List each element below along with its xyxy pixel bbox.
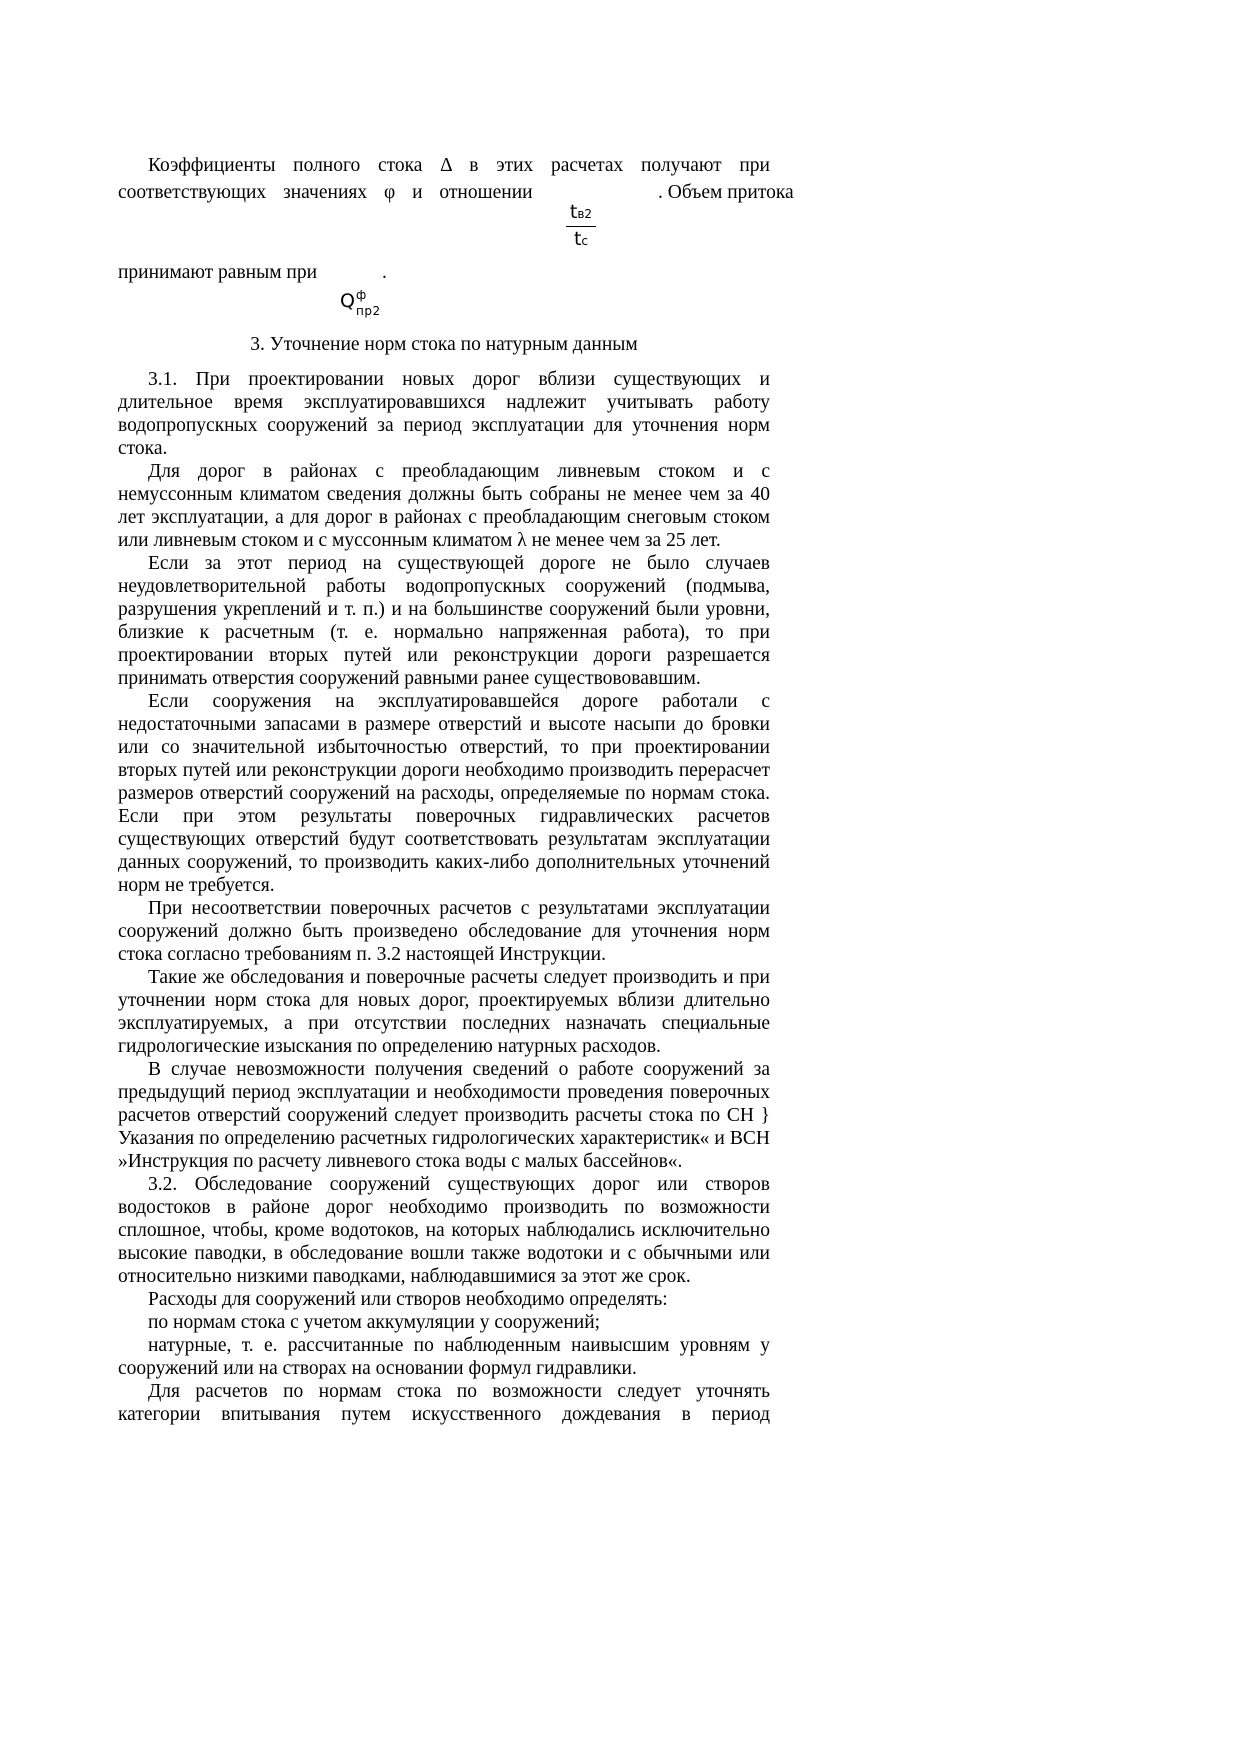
intro-line-1: Коэффициенты полного стока Δ в этих расчетах получают при	[148, 155, 770, 176]
paragraph-2: Для дорог в районах с преобладающим ливневым стоком и с немуссонным климатом сведения должны быть собраны не менее чем за 40 лет эксплуатации, а для дорог в районах с преобладающим снеговым стоком или ливневым стоком и с муссонным климатом λ не менее чем за 25 лет.	[118, 461, 770, 551]
paragraph-11: натурные, т. е. рассчитанные по наблюденным наивысшим уровням у сооружений или на створах на основании формул гидравлики.	[118, 1335, 770, 1379]
intro-line-3-b: .	[382, 262, 387, 283]
paragraph-9: Расходы для сооружений или створов необходимо определять:	[148, 1289, 668, 1310]
paragraph-4: Если сооружения на эксплуатировавшейся дороге работали с недостаточными запасами в размере отверстий и высоте насыпи до бровки или со значительной избыточностью отверстий, то при проектировании вторых путей или реконструкции дороги необходимо производить перерасчет размеров отверстий сооружений на расходы, определяемые по нормам стока. Если при этом результаты поверочных гидравлических расчетов существующих отверстий будут соответствовать результатам эксплуатации данных сооружений, то производить каких-либо дополнительных уточнений норм не требуется.	[118, 691, 770, 896]
q-superscript: ф	[356, 288, 367, 302]
paragraph-3: Если за этот период на существующей дороге не было случаев неудовлетворительной работы водопропускных сооружений (подмыва, разрушения укреплений и т. п.) и на большинстве сооружений были уровни, близкие к расчетным (т. е. нормально напряженная работа), то при проектировании вторых путей или реконструкции дороги разрешается принимать отверстия сооружений равными ранее существововавшим.	[118, 553, 770, 689]
q-main-letter: Q	[340, 290, 355, 312]
q-subscript: пр2	[356, 304, 381, 318]
denominator-subscript: с	[581, 234, 589, 248]
ratio-fraction	[566, 200, 596, 253]
numerator-subscript: в2	[577, 207, 593, 221]
intro-line-3	[118, 261, 317, 284]
paragraph-12: Для расчетов по нормам стока по возможности следует уточнять категории впитывания путем искусственного дождевания в период	[118, 1381, 770, 1425]
intro-line-2-b: . Объем притока	[658, 182, 794, 203]
paragraph-6: Такие же обследования и поверочные расчеты следует производить и при уточнении норм стока для новых дорог, проектируемых вблизи длительно эксплуатируемых, а при отсутствии последних назначать специальные гидрологические изыскания по определению натурных расходов.	[118, 967, 770, 1057]
intro-line-2-a: соответствующих значениях φ и отношении	[118, 182, 533, 203]
paragraph-1: 3.1. При проектировании новых дорог вблизи существующих и длительное время эксплуатировавшихся надлежит учитывать работу водопропускных сооружений за период эксплуатации для уточнения норм стока.	[118, 369, 770, 459]
section-body	[118, 368, 770, 1426]
paragraph-5: При несоответствии поверочных расчетов с результатами эксплуатации сооружений должно быть произведено обследование для уточнения норм стока согласно требованиям п. 3.2 настоящей Инструкции.	[118, 898, 770, 965]
fraction-denominator	[566, 227, 596, 253]
intro-block	[118, 154, 770, 177]
intro-line-3-a: принимают равным при	[118, 262, 318, 283]
q-inflow-symbol	[340, 288, 381, 318]
denominator-symbol: t	[573, 228, 582, 250]
paragraph-10: по нормам стока с учетом аккумуляции у сооружений;	[148, 1312, 601, 1333]
section-heading: 3. Уточнение норм стока по натурным данным	[250, 334, 638, 355]
paragraph-8: 3.2. Обследование сооружений существующих дорог или створов водостоков в районе дорог необходимо производить по возможности сплошное, чтобы, кроме водотоков, на которых наблюдались исключительно высокие паводки, в обследование вошли также водотоки и с обычными или относительно низкими паводками, наблюдавшимися за этот же срок.	[118, 1174, 770, 1287]
numerator-symbol: t	[569, 201, 578, 223]
fraction-numerator	[566, 200, 596, 227]
paragraph-7: В случае невозможности получения сведений о работе сооружений за предыдущий период эксплуатации и необходимости проведения поверочных расчетов отверстий сооружений следует производить расчеты стока по СН }Указания по определению расчетных гидрологических характеристик« и ВСН »Инструкция по расчету ливневого стока воды с малых бассейнов«.	[118, 1059, 770, 1172]
